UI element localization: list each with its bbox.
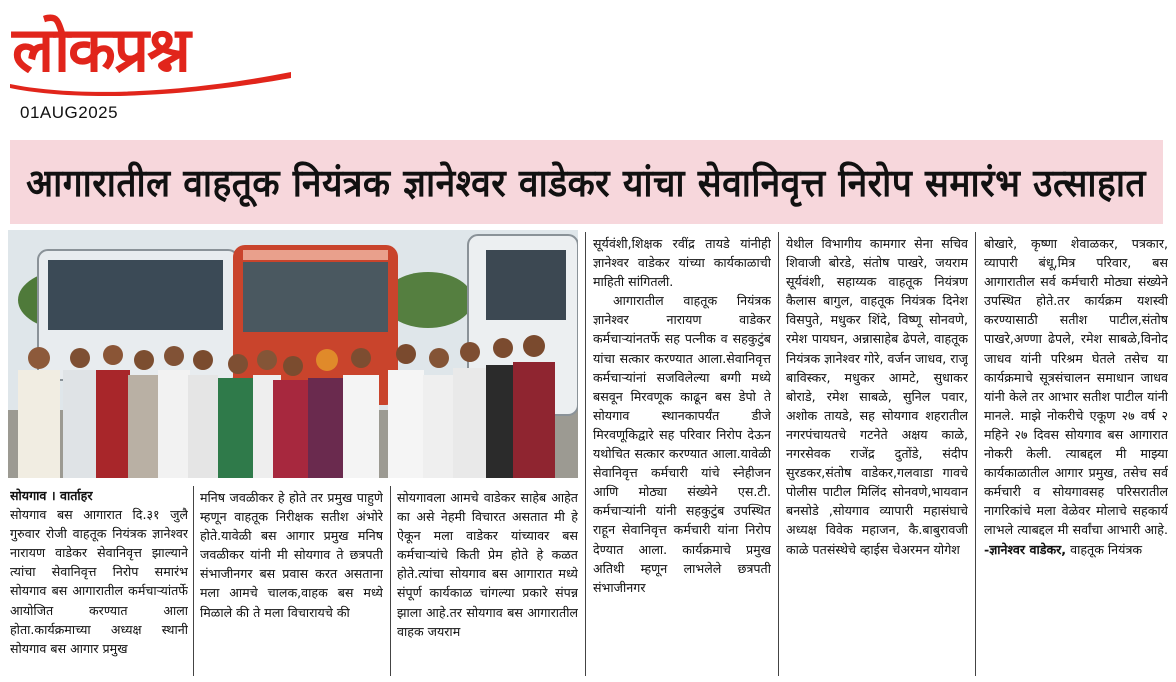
- article-column-6: [984, 234, 1168, 682]
- logo-swoosh-icon: [8, 66, 293, 96]
- article-column-4: [593, 234, 771, 682]
- article-photo: [8, 230, 578, 478]
- article-column-2: [200, 488, 383, 682]
- column-divider: [585, 232, 586, 676]
- article-signoff: -ज्ञानेश्वर वाडेकर,: [984, 541, 1067, 557]
- headline-band: [10, 140, 1163, 224]
- article-text-1: सोयगाव बस आगारात दि.३१ जुलै गुरुवार रोजी वाहतूक नियंत्रक ज्ञानेश्वर नारायण वाडेकर सेवानिवृत्त झाल्याने त्यांचा सेवानिवृत्त निरोप समारंभ सोयगाव बस आगारातील कर्मचाऱ्यांतर्फे आयोजित करण्यात आला होता.कार्यक्रमाच्या अध्यक्ष स्थानी सोयगाव बस आगार प्रमुख: [10, 507, 188, 656]
- article-column-1: [10, 486, 188, 682]
- column-divider: [390, 486, 391, 676]
- article-text-6: बोखारे, कृष्णा शेवाळकर, पत्रकार, व्यापारी बंधू,मित्र परिवार, बस आगारातील सर्व कर्मचारी मोठ्या संख्येने उपस्थित होते.तर कार्यक्रम यशस्वी करण्यासाठी सतीश पाटील,संतोष पाखरे,अण्णा ढेपले, रमेश साबळे,विनोद जाधव यांनी परिश्रम घेतले तसेच या कार्यक्रमाचे सूत्रसंचालन समाधान जाधव यांनी केले तर आभार सतीश पाटील यांनी मानले. माझे नोकरीचे एकूण २७ वर्ष २ महिने २७ दिवस सोयगाव बस आगारात नोकरी केली. त्याबद्दल मी माझ्या कार्यकाळातील आगार प्रमुख, तसेच सर्व कर्मचारी व सोयगावसह परिसरातील नागरिकांचे मला वेळेवर मोलाचे सहकार्य लाभले त्याबद्दल मी सर्वांचा आभारी आहे.: [984, 236, 1168, 538]
- article-signoff-title: वाहतूक नियंत्रक: [1070, 541, 1143, 557]
- dateline: सोयगाव । वार्ताहर: [10, 488, 93, 503]
- column-divider: [193, 486, 194, 676]
- article-text-2: मनिष जवळीकर हे होते तर प्रमुख पाहुणे म्हणून वाहतूक निरीक्षक सतीश अंभोरे होते.यावेळी बस आगार प्रमुख मनिष जवळीकर यांनी मी सोयगाव ते छत्रपती संभाजीनगर बस प्रवास करत असताना मला आमचे चालक,वाहक बस मध्ये मिळाले की ते मला विचारायचे की: [200, 490, 383, 620]
- retirement-ceremony-photo: [8, 230, 578, 478]
- masthead: [8, 4, 293, 104]
- article-text-5: येथील विभागीय कामगार सेना सचिव शिवाजी बोरडे, संतोष पाखरे, जयराम सूर्यवंशी, सहाय्यक वाहतूक नियंत्रण कैलास बागुल, वाहतूक नियंत्रक दिनेश विसपुते, मधुकर शिंदे, विष्णू सोनवणे, रमेश पायघन, अन्नासाहेब ढेपले, वाहतूक नियंत्रक ज्ञानेश्वर गोरे, वर्जन जाधव, राजू बाविस्कर, मधुकर आमटे, सुधाकर बोराडे, रमेश साबळे, सुनिल पवार, अशोक तायडे, सह सोयगाव शहरातील नगरपंचायतचे गटनेते अक्षय काळे, नगरसेवक राजेंद्र दुतोंडे, संदीप सुरडकर,संतोष वाडेकर,गलवाडा गावचे पोलीस पाटील मिलिंद सोनवणे,भायवान बनसोडे ,सोयगाव व्यापारी महासंघाचे अध्यक्ष विवेक महाजन, कै.बाबुरावजी काळे पतसंस्थेचे व्हाईस चेअरमन योगेश: [786, 236, 968, 557]
- article-column-3: [397, 488, 578, 682]
- article-text-3: सोयगावला आमचे वाडेकर साहेब आहेत का असे नेहमी विचारत असतात मी हे ऐकून मला वाडेकर यांच्यावर बस कर्मचाऱ्यांचे किती प्रेम होते हे कळत होते.त्यांचा सोयगाव बस आगारात मध्ये संपूर्ण कार्यकाळ चांगल्या प्रकारे संपन्न झाला आहे.तर सोयगाव बस आगारातील वाहक जयराम: [397, 490, 578, 639]
- newspaper-logo: लोकप्रश्न: [12, 13, 189, 86]
- article-text-4a: सूर्यवंशी,शिक्षक रवींद्र तायडे यांनीही ज्ञानेश्वर वाडेकर यांच्या कार्यकाळाची माहिती सांगितली.: [593, 236, 771, 290]
- column-divider: [778, 232, 779, 676]
- headline: आगारातील वाहतूक नियंत्रक ज्ञानेश्वर वाडेकर यांचा सेवानिवृत्त निरोप समारंभ उत्साहात: [26, 161, 1147, 205]
- article-column-5: [786, 234, 968, 682]
- column-divider: [975, 232, 976, 676]
- article-text-4b: आगारातील वाहतूक नियंत्रक ज्ञानेश्वर नारायण वाडेकर कर्मचाऱ्यांनतर्फे सह पत्नीक व सहकुटुंब यांचा सत्कार करण्यात आला.सेवानिवृत्त कर्मचाऱ्यांनां सजविलेल्या बग्गी मध्ये बसवून मिरवणूक काढून बस डेपो ते सोयगाव स्थानकापर्यंत डीजे मिरवणूकिद्वारे सह परिवार निरोप देऊन यथोचित सत्कार करण्यात आला.यावेळी सेवानिवृत्त कर्मचारी यांचे स्नेहीजन आणि मोठ्या संख्येने एस.टी. कर्मचाऱ्यांनी यांनी सहकुटुंब उपस्थित राहून सेवानिवृत्त कर्मचारी यांना निरोप देण्यात आला. कार्यक्रमाचे प्रमुख अतिथी म्हणून लाभलेले छत्रपती संभाजीनगर: [593, 293, 771, 595]
- issue-date: 01AUG2025: [20, 103, 119, 122]
